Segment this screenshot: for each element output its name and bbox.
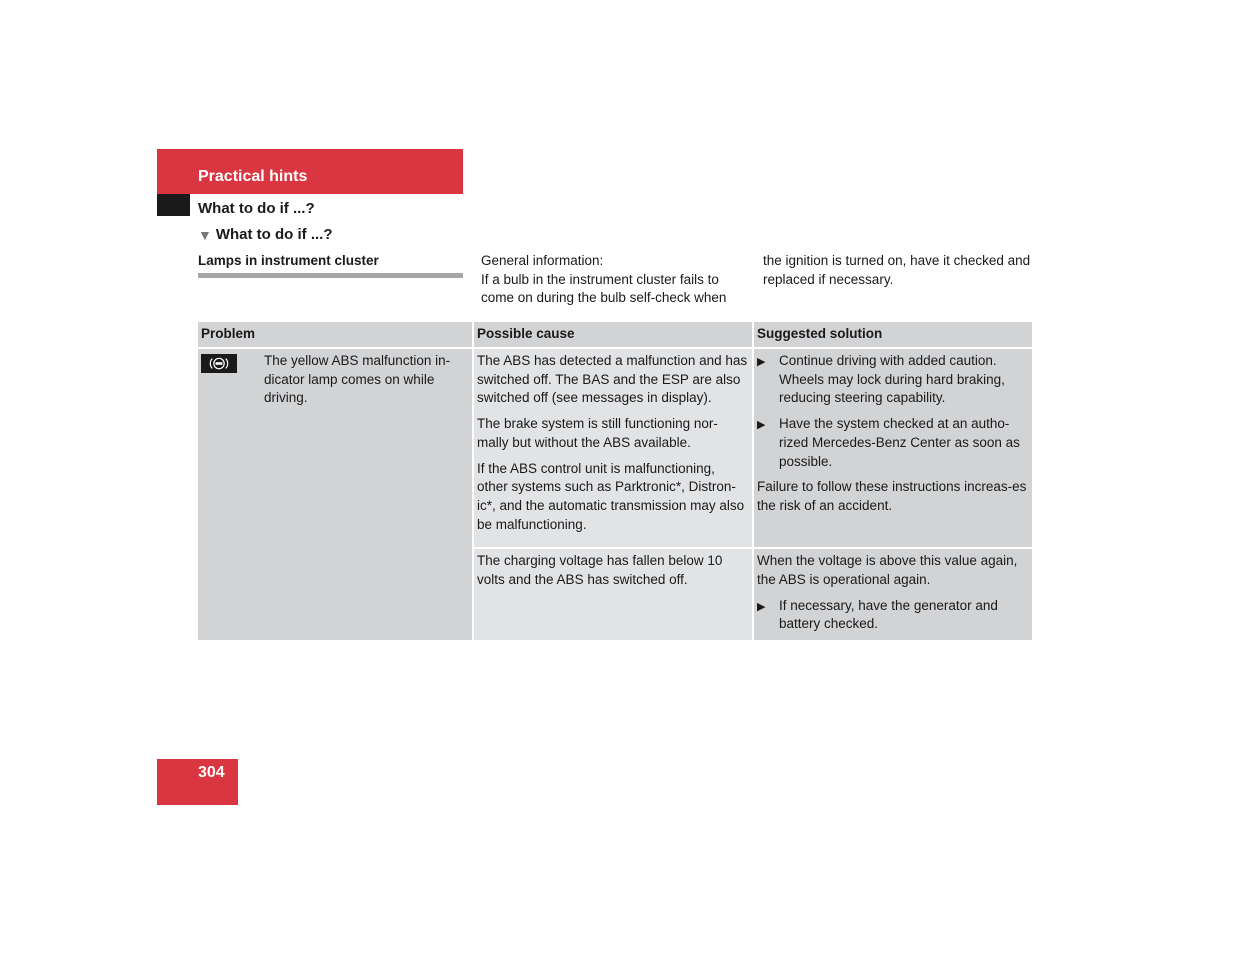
solution-step: Have the system checked at an autho-rized Mercedes-Benz Center as soon as possible. [779, 416, 1020, 469]
header-suggested-solution: Suggested solution [754, 322, 1032, 349]
general-info-col1-text: General information: If a bulb in the instrument cluster fails to come on during the bulb self-check when [481, 253, 727, 306]
table-header-row [198, 322, 1032, 349]
solution-cell-2 [754, 547, 1032, 640]
list-item [757, 597, 1029, 634]
problem-table [198, 322, 1032, 640]
section-header-bar [157, 149, 463, 194]
triangle-down-icon: ▼ [198, 226, 212, 243]
page-number-box [157, 759, 238, 805]
solution-cell-1 [754, 349, 1032, 547]
cause-paragraph: The brake system is still functioning nor-mally but without the ABS available. [477, 416, 718, 450]
section-title: Practical hints [198, 168, 308, 185]
cause-paragraph: The charging voltage has fallen below 10 volts and the ABS has switched off. [477, 553, 723, 588]
page-number: 304 [198, 764, 225, 781]
general-info-col1 [481, 252, 749, 308]
section-marker-tab [157, 194, 190, 216]
cause-paragraph: The ABS has detected a malfunction and has switched off. The BAS and the ESP are also switched off (see messages in display). [477, 353, 748, 406]
cause-cell-2 [472, 547, 754, 640]
arrow-right-icon: ▶ [757, 600, 766, 613]
problem-cell [198, 349, 472, 640]
arrow-right-icon: ▶ [757, 419, 766, 432]
cause-paragraph: If the ABS control unit is malfunctioning, other systems such as Parktronic*, Distron-ic*, and the automatic transmission may also be malfunctioning. [477, 460, 745, 532]
header-possible-cause: Possible cause [472, 322, 754, 349]
solution-step: Continue driving with added caution. Wheels may lock during hard braking, reducing steering capability. [779, 353, 1005, 406]
solution-step: If necessary, have the generator and battery checked. [779, 597, 998, 632]
cause-cell-1 [472, 349, 754, 547]
table-row [198, 349, 1032, 547]
problem-text: The yellow ABS malfunction in-dicator lamp comes on while driving. [264, 353, 451, 406]
list-item [757, 352, 1029, 408]
arrow-right-icon: ▶ [757, 356, 766, 368]
page-heading-text: What to do if ...? [215, 226, 333, 243]
page-heading [198, 226, 333, 243]
solution-text: When the voltage is above this value again, the ABS is operational again. [757, 553, 1018, 588]
header-problem: Problem [198, 322, 472, 349]
list-item [757, 415, 1029, 471]
general-info-col2: the ignition is turned on, have it checked and replaced if necessary. [763, 253, 1031, 287]
subsection-title: What to do if ...? [198, 200, 315, 217]
warning-note: Failure to follow these instructions increas-es the risk of an accident. [757, 479, 1027, 513]
abs-warning-lamp-icon [201, 354, 237, 373]
lamps-subheading: Lamps in instrument cluster [198, 253, 463, 278]
